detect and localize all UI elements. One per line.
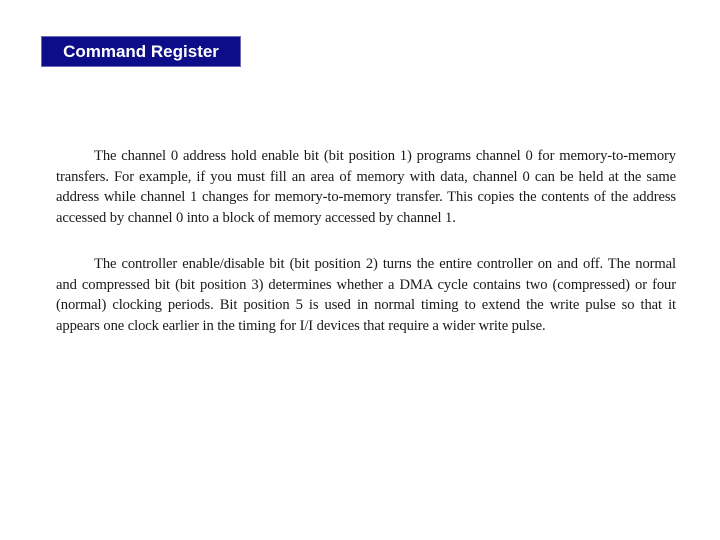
slide-body: [56, 146, 676, 362]
paragraph-controller-enable: The controller enable/disable bit (bit position 2) turns the entire controller on and off. The normal and compressed bit (bit position 3) determines whether a DMA cycle contains two (compressed) or four (normal) clocking periods. Bit position 5 is used in normal timing to extend the write pulse so that it appears one clock earlier in the timing for I/I devices that require a wider write pulse.: [56, 256, 676, 334]
paragraph-channel-address-hold: The channel 0 address hold enable bit (bit position 1) programs channel 0 for memory-to-memory transfers. For example, if you must fill an area of memory with data, channel 0 can be held at the same address while channel 1 changes for memory-to-memory transfer. This copies the contents of the address accessed by channel 0 into a block of memory accessed by channel 1.: [56, 148, 676, 226]
slide-title: Command Register: [63, 41, 219, 61]
slide-title-box: [41, 36, 241, 67]
